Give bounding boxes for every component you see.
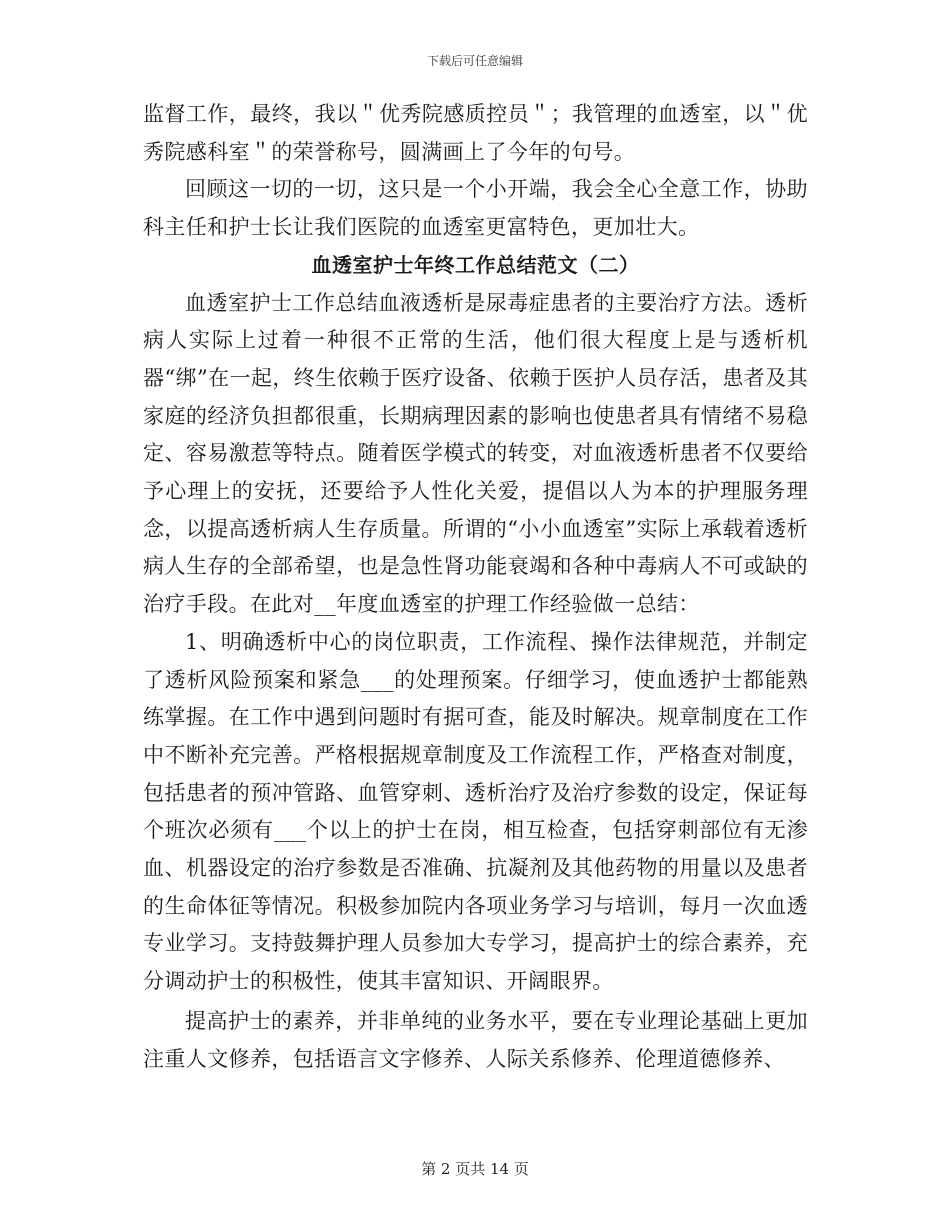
page-footer: 第 2 页共 14 页 <box>421 1160 529 1178</box>
document-body <box>143 96 808 1078</box>
paragraph-quality: 提高护士的素养，并非单纯的业务水平，要在专业理论基础上更加注重人文修养，包括语言文字修养、人际关系修养、伦理道德修养、 <box>143 1008 808 1071</box>
paragraph-review: 回顾这一切的一切，这只是一个小开端，我会全心全意工作，协助科主任和护士长让我们医院的血透室更富特色，更加壮大。 <box>143 177 808 240</box>
paragraph-item-1: 1、明确透析中心的岗位职责，工作流程、操作法律规范，并制定了透析风险预案和紧急___的处理预案。仔细学习，使血透护士都能熟练掌握。在工作中遇到问题时有据可查，能及时解决。规章制度在工作中不断补充完善。严格根据规章制度及工作流程工作，严格查对制度，包括患者的预冲管路、血管穿刺、透析治疗及治疗参数的设定，保证每个班次必须有___个以上的护士在岗，相互检查，包括穿刺部位有无渗血、机器设定的治疗参数是否准确、抗凝剂及其他药物的用量以及患者的生命体征等情况。积极参加院内各项业务学习与培训，每月一次血透专业学习。支持鼓舞护理人员参加大专学习，提高护士的综合素养，充分调动护士的积极性，使其丰富知识、开阔眼界。 <box>143 629 808 994</box>
section-title: 血透室护士年终工作总结范文（二） <box>311 252 640 277</box>
page-header: 下载后可任意编辑 <box>426 54 523 68</box>
paragraph-intro: 血透室护士工作总结血液透析是尿毒症患者的主要治疗方法。透析病人实际上过着一种很不正常的生活，他们很大程度上是与透析机器“绑”在一起，终生依赖于医疗设备、依赖于医护人员存活，患者及其家庭的经济负担都很重，长期病理因素的影响也使患者具有情绪不易稳定、容易激惹等特点。随着医学模式的转变，对血液透析患者不仅要给予心理上的安抚，还要给予人性化关爱，提倡以人为本的护理服务理念，以提高透析病人生存质量。所谓的“小小血透室”实际上承载着透析病人生存的全部希望，也是急性肾功能衰竭和各种中毒病人不可或缺的治疗手段。在此对__年度血透室的护理工作经验做一总结： <box>143 290 808 617</box>
paragraph-continuation: 监督工作，最终，我以＂优秀院感质控员＂；我管理的血透室，以＂优秀院感科室＂的荣誉称号，圆满画上了今年的句号。 <box>143 102 808 164</box>
